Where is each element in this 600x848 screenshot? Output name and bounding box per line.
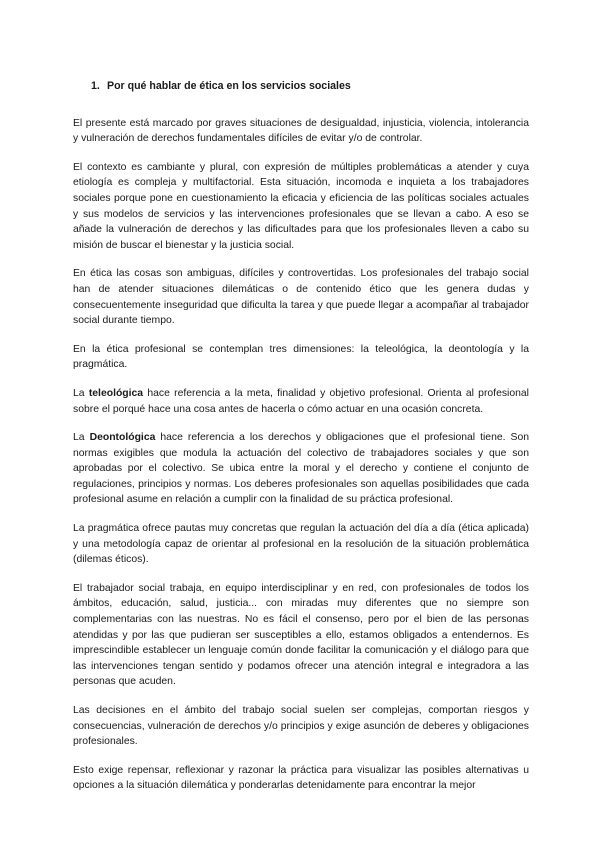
- paragraph-5-body: hace referencia a la meta, finalidad y objetivo profesional. Orienta al profesional sobre el porqué hace una cosa antes de hacerla o cómo actuar en una ocasión concreta.: [73, 387, 529, 415]
- section-title: Por qué hablar de ética en los servicios sociales: [107, 80, 351, 92]
- section-number: 1.: [91, 80, 100, 92]
- paragraph-6-lead: La: [73, 432, 90, 444]
- paragraph-4: En la ética profesional se contemplan tres dimensiones: la teleológica, la deontología y la pragmática.: [73, 343, 529, 371]
- paragraph-5: [73, 386, 529, 417]
- paragraph-1: El presente está marcado por graves situaciones de desigualdad, injusticia, violencia, intolerancia y vulneración de derechos fundamentales difíciles de evitar y/o de controlar.: [73, 117, 529, 145]
- paragraph-6-body: hace referencia a los derechos y obligaciones que el profesional tiene. Son normas exigibles que modula la actuación del colectivo de trabajadores sociales y que son aprobadas por el colectivo. Se ubica entre la moral y el derecho y contiene el conjunto de regulaciones, principios y normas. Los deberes profesionales son aquellas posibilidades que cada profesional asume en relación a cumplir con la finalidad de su práctica profesional.: [73, 432, 529, 506]
- paragraph-2: El contexto es cambiante y plural, con expresión de múltiples problemáticas a atender y cuya etiología es compleja y multifactorial. Esta situación, incomoda e inquieta a los trabajadores sociales porque pone en cuestionamiento la eficacia y eficiencia de las políticas sociales actuales y sus modelos de servicios y las intervenciones profesionales que se llevan a cabo. A eso se añade la vulneración de derechos y las dificultades para que los profesionales lleven a cabo su misión de buscar el bienestar y la justicia social.: [73, 161, 529, 251]
- paragraph-10: Esto exige repensar, reflexionar y razonar la práctica para visualizar las posibles alternativas u opciones a la situación dilemática y ponderarlas detenidamente para encontrar la mejor: [73, 764, 529, 792]
- paragraph-5-lead: La: [73, 387, 89, 399]
- section-heading: [73, 79, 529, 95]
- term-teleologica: teleológica: [88, 387, 144, 399]
- paragraph-6: [73, 430, 529, 508]
- term-deontologica: Deontológica: [89, 432, 156, 444]
- paragraph-7: La pragmática ofrece pautas muy concretas que regulan la actuación del día a día (ética aplicada) y una metodología capaz de orientar al profesional en la resolución de la situación problemática (dilemas éticos).: [73, 523, 529, 566]
- paragraph-8: El trabajador social trabaja, en equipo interdisciplinar y en red, con profesionales de todos los ámbitos, educación, salud, justicia... con miradas muy diferentes que no siempre son complementarias con las nuestras. No es fácil el consenso, pero por el bien de las personas atendidas y por las que pudieran ser susceptibles a ello, estamos obligados a entendernos. Es imprescindible establecer un lenguaje común donde facilitar la comunicación y el diálogo para que las intervenciones tengan sentido y podamos ofrecer una atención integral e integradora a las personas que acuden.: [73, 582, 529, 688]
- paragraph-3: En ética las cosas son ambiguas, difíciles y controvertidas. Los profesionales del trabajo social han de atender situaciones dilemáticas o de contenido ético que les genera dudas y consecuentemente inseguridad que dificulta la tarea y que puede llegar a acompañar al trabajador social durante tiempo.: [73, 268, 529, 327]
- document-page: [73, 79, 529, 807]
- paragraph-9: Las decisiones en el ámbito del trabajo social suelen ser complejas, comportan riesgos y consecuencias, vulneración de derechos y/o principios y exige asunción de deberes y obligaciones profesionales.: [73, 705, 529, 748]
